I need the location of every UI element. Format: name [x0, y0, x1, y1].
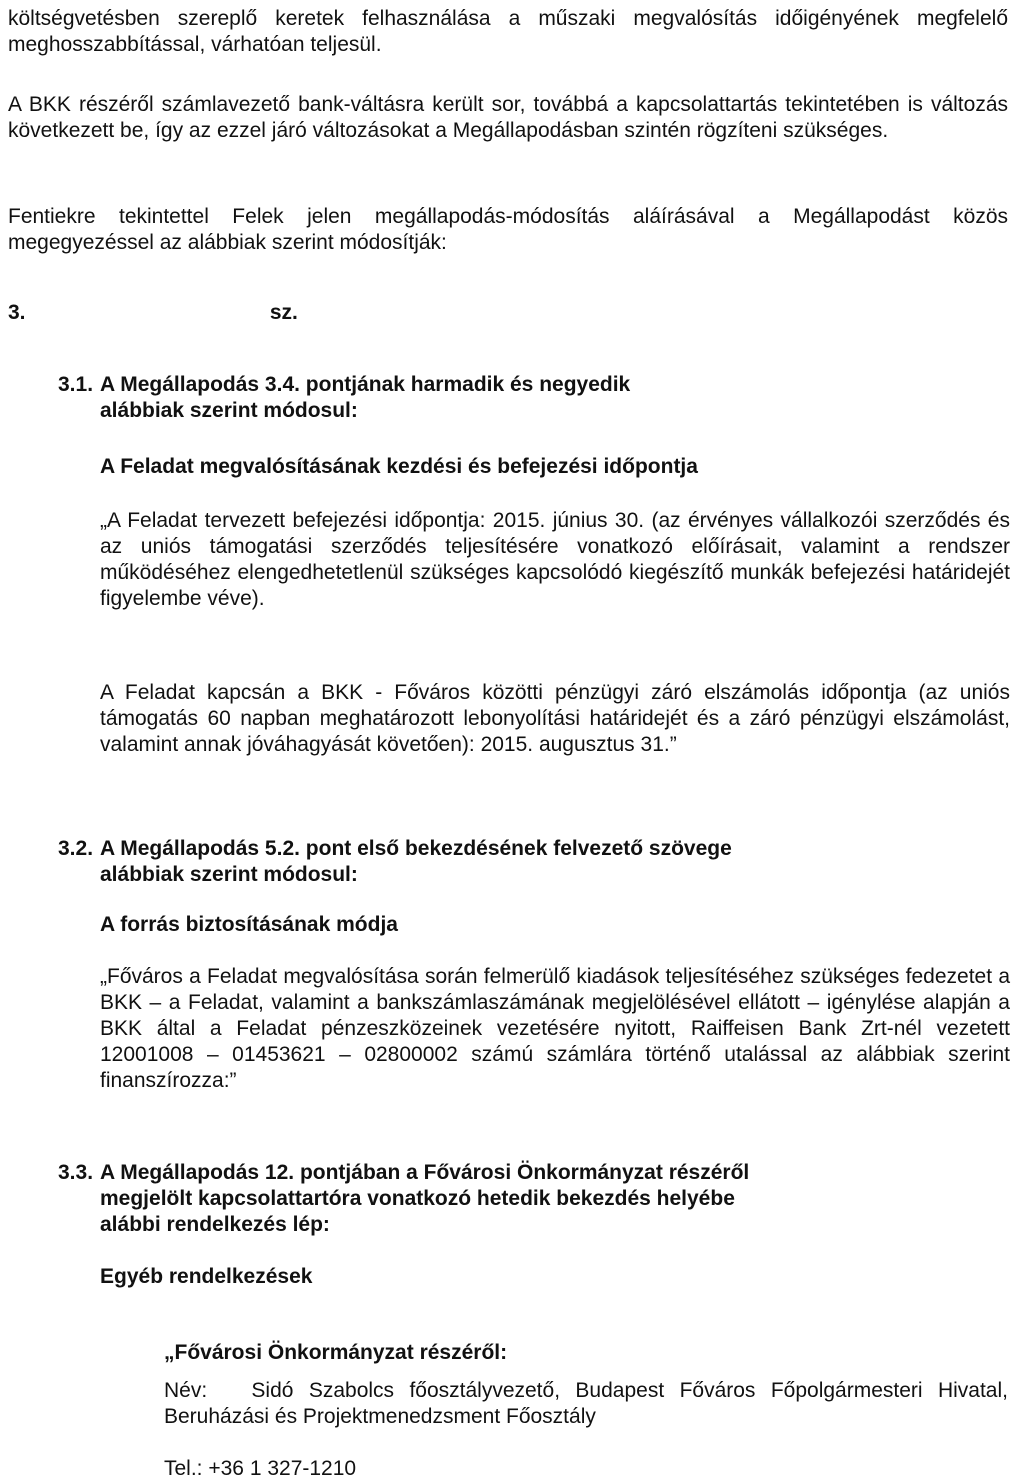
intro-paragraph-1: költségvetésben szereplő keretek felhasználása a műszaki megvalósítás időigényének megfelelő meghosszabbítással, várhatóan teljesül.	[8, 7, 1008, 56]
section-number: 3.	[8, 301, 26, 324]
contact-tel-value: +36 1 327-1210	[208, 1457, 357, 1480]
section-heading	[8, 300, 298, 326]
contact-heading: „Fővárosi Önkormányzat részéről:	[164, 1341, 508, 1364]
subsection-heading-text: A Megállapodás 12. pontjában a Fővárosi Önkormányzat részéről	[100, 1161, 750, 1184]
subsection-heading-cont-2: alábbi rendelkezés lép:	[100, 1213, 330, 1236]
contact-tel-row	[164, 1456, 1008, 1482]
subsection-heading-cont-1: megjelölt kapcsolattartóra vonatkozó hetedik bekezdés helyébe	[100, 1187, 735, 1210]
subsection-3-2-heading	[58, 836, 988, 888]
section-suffix: sz.	[269, 301, 298, 324]
subsection-3-1-heading	[58, 372, 988, 424]
subsection-number: 3.2.	[58, 837, 94, 860]
subsection-heading-text: A Megállapodás 5.2. pont első bekezdésének felvezető szövege	[100, 837, 732, 860]
subsection-3-1-title: A Feladat megvalósításának kezdési és befejezési időpontja	[100, 455, 698, 478]
subsection-number: 3.1.	[58, 373, 94, 396]
subsection-3-3-heading	[58, 1160, 988, 1238]
subsection-3-2-quote: „Főváros a Feladat megvalósítása során felmerülő kiadások teljesítéséhez szükséges fedezetet a BKK – a Feladat, valamint a bankszámlaszámának megjelölésével ellátott – igénylése alapján a BKK által a Feladat pénzeszközeinek vezetésére nyitott, Raiffeisen Bank Zrt-nél vezetett 12001008 – 01453621 – 02800002 számú számlára történő utalással az alábbiak szerint finanszírozza:”	[100, 965, 1010, 1092]
contact-name-value: Sidó Szabolcs főosztályvezető, Budapest Főváros Főpolgármesteri Hivatal, Beruházási és Projektmenedzsment Főosztály	[164, 1379, 1008, 1428]
subsection-3-1-quote-1: „A Feladat tervezett befejezési időpontja: 2015. június 30. (az érvényes vállalkozói szerződés és az uniós támogatási szerződés teljesítésére vonatkozó előírásait, valamint a rendszer működéséhez elengedhetetlenül szükséges kapcsolódó kiegészítő munkák befejezési határidejét figyelembe véve).	[100, 509, 1010, 610]
contact-name-label: Név:	[164, 1379, 208, 1402]
subsection-heading-cont: alábbiak szerint módosul:	[100, 863, 358, 886]
subsection-3-3-title: Egyéb rendelkezések	[100, 1265, 313, 1288]
subsection-heading-cont: alábbiak szerint módosul:	[100, 399, 358, 422]
contact-tel-label: Tel.:	[164, 1457, 203, 1480]
intro-paragraph-2: A BKK részéről számlavezető bank-váltásra került sor, továbbá a kapcsolattartás tekintetében is változás következett be, így az ezzel járó változásokat a Megállapodásban szintén rögzíteni szükséges.	[8, 93, 1008, 142]
subsection-heading-text: A Megállapodás 3.4. pontjának harmadik és negyedik	[100, 373, 631, 396]
contact-name-row	[164, 1378, 1008, 1430]
subsection-3-2-title: A forrás biztosításának módja	[100, 913, 398, 936]
subsection-3-1-quote-2: A Feladat kapcsán a BKK - Főváros közötti pénzügyi záró elszámolás időpontja (az uniós támogatás 60 napban meghatározott lebonyolítási határidejét és a záró pénzügyi elszámolást, valamint annak jóváhagyását követően): 2015. augusztus 31.”	[100, 681, 1010, 756]
subsection-number: 3.3.	[58, 1161, 94, 1184]
intro-paragraph-3: Fentiekre tekintettel Felek jelen megállapodás-módosítás aláírásával a Megállapodást közös megegyezéssel az alábbiak szerint módosítják:	[8, 205, 1008, 254]
